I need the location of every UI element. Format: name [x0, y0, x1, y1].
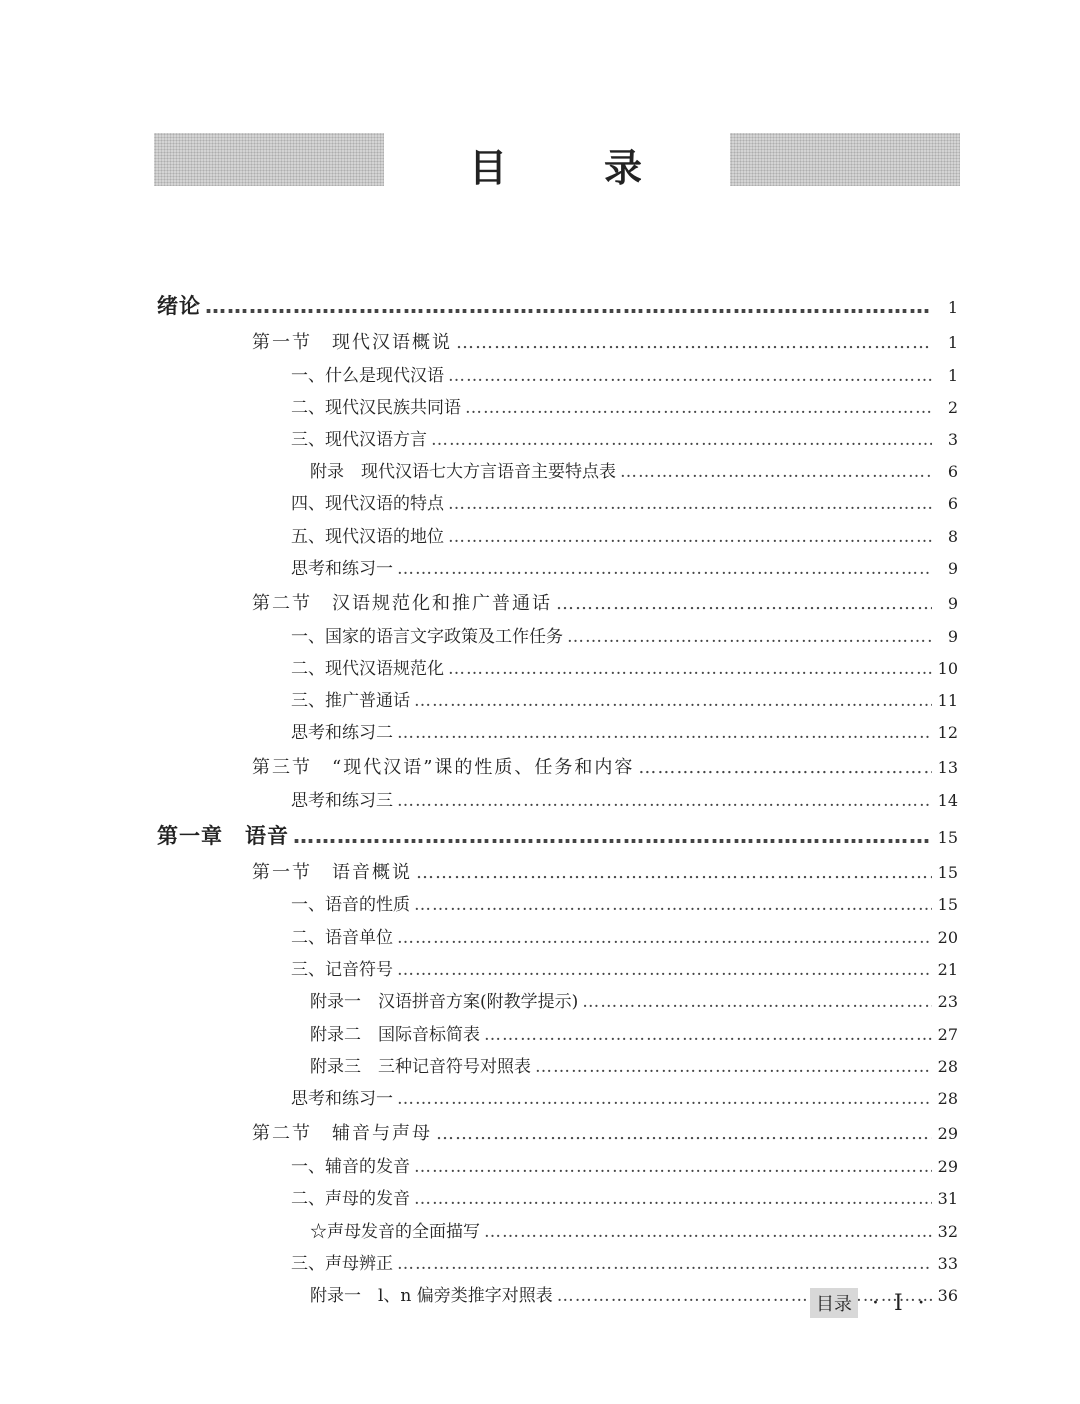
dot-leader [397, 960, 932, 980]
toc-entry-item[interactable] [291, 786, 958, 811]
dot-leader [414, 1157, 932, 1177]
toc-entry-label: 三、声母辨正 [291, 1254, 393, 1274]
dot-leader [397, 1089, 932, 1109]
title-bar [154, 133, 960, 190]
toc-entry-label: 二、现代汉语规范化 [291, 659, 444, 679]
dot-leader [456, 332, 932, 353]
toc-entry-page-number: 6 [947, 462, 958, 481]
toc-entry-page-number: 1 [947, 333, 958, 352]
dot-leader [397, 723, 932, 743]
toc-entry-item[interactable] [291, 890, 958, 915]
dot-leader [535, 1057, 932, 1077]
toc-entry-label: 附录一 l、n 偏旁类推字对照表 [310, 1286, 553, 1306]
toc-entry-page-number: 8 [947, 527, 958, 546]
toc-entry-page-number: 15 [937, 828, 958, 847]
dot-leader [431, 430, 932, 450]
toc-entry-page-number: 20 [937, 928, 958, 947]
toc-entry-page-number: 29 [937, 1124, 958, 1143]
toc-entry-item[interactable] [291, 622, 958, 647]
toc-entry-page-number: 13 [937, 758, 958, 777]
toc-entry-item[interactable] [291, 1152, 958, 1177]
toc-entry-label: 第三节 “现代汉语”课的性质、任务和内容 [252, 757, 635, 778]
dot-leader [620, 462, 932, 482]
dot-leader [397, 791, 932, 811]
toc-entry-item[interactable] [291, 1184, 958, 1209]
toc-entry-label: 三、现代汉语方言 [291, 430, 427, 450]
dot-leader [582, 992, 931, 1012]
toc-entry-label: 一、什么是现代汉语 [291, 366, 444, 386]
toc-entry-label: 二、语音单位 [291, 928, 393, 948]
toc-entry-page-number: 27 [937, 1025, 958, 1044]
toc-entry-item[interactable] [291, 361, 958, 386]
toc-entry-appendix[interactable] [310, 1052, 958, 1077]
dot-leader [556, 593, 932, 614]
toc-entry-page-number: 9 [947, 627, 958, 646]
toc-entry-appendix[interactable] [310, 987, 958, 1012]
toc-entry-page-number: 9 [947, 559, 958, 578]
dot-leader [448, 659, 932, 679]
toc-entry-page-number: 11 [937, 691, 958, 710]
toc-entry-section[interactable] [252, 1119, 958, 1145]
dot-leader [414, 895, 932, 915]
title-band-left [154, 133, 384, 186]
toc-entry-item[interactable] [291, 718, 958, 743]
toc-entry-page-number: 14 [937, 791, 958, 810]
toc-entry-page-number: 28 [937, 1089, 958, 1108]
toc-entry-page-number: 32 [937, 1222, 958, 1241]
toc-entry-page-number: 1 [947, 298, 958, 317]
toc-entry-label: 一、语音的性质 [291, 895, 410, 915]
toc-entry-label: 第一章 语音 [157, 824, 289, 848]
toc-entry-item[interactable] [291, 393, 958, 418]
toc-entry-label: 二、声母的发音 [291, 1189, 410, 1209]
toc-entry-page-number: 29 [937, 1157, 958, 1176]
toc-entry-item[interactable] [291, 1249, 958, 1274]
toc-entry-item[interactable] [291, 1084, 958, 1109]
toc-entry-label: 第一节 语音概说 [252, 862, 412, 883]
toc-entry-label: 二、现代汉民族共同语 [291, 398, 461, 418]
toc-entry-label: 四、现代汉语的特点 [291, 494, 444, 514]
footer-page-number: · I · [872, 1290, 929, 1316]
toc-entry-page-number: 21 [937, 960, 958, 979]
toc-entry-item[interactable] [291, 554, 958, 579]
toc-entry-page-number: 15 [937, 863, 958, 882]
dot-leader [416, 862, 932, 883]
toc-entry-label: 绪论 [157, 294, 201, 318]
dot-leader [448, 366, 932, 386]
toc-entry-label: 五、现代汉语的地位 [291, 527, 444, 547]
toc-entry-page-number: 23 [937, 992, 958, 1011]
dot-leader [436, 1123, 932, 1144]
toc-entry-item[interactable] [291, 489, 958, 514]
toc-entry-appendix[interactable] [310, 1020, 958, 1045]
dot-leader [205, 294, 932, 318]
toc-entry-label: 附录一 汉语拼音方案(附教学提示) [310, 992, 579, 1012]
dot-leader [397, 559, 932, 579]
dot-leader [293, 824, 932, 848]
dot-leader [414, 1189, 932, 1209]
toc-entry-page-number: 10 [937, 659, 958, 678]
dot-leader [567, 627, 932, 647]
toc-entry-page-number: 9 [947, 594, 958, 613]
toc-entry-label: 思考和练习一 [291, 1089, 393, 1109]
toc-entry-section[interactable] [252, 328, 958, 354]
toc-entry-chapter[interactable] [157, 820, 958, 850]
toc-entry-appendix[interactable] [310, 457, 958, 482]
toc-entry-label: 第二节 辅音与声母 [252, 1123, 432, 1144]
toc-entry-page-number: 36 [937, 1286, 958, 1305]
toc-entry-section[interactable] [252, 858, 958, 884]
toc-entry-label: 第二节 汉语规范化和推广普通话 [252, 593, 552, 614]
dot-leader [414, 691, 932, 711]
toc-entry-page-number: 31 [937, 1189, 958, 1208]
toc-entry-label: 一、国家的语言文字政策及工作任务 [291, 627, 563, 647]
toc-entry-label: 附录三 三种记音符号对照表 [310, 1057, 531, 1077]
toc-entry-section[interactable] [252, 753, 958, 779]
dot-leader [638, 757, 931, 778]
dot-leader [465, 398, 932, 418]
title-band-right [730, 133, 960, 186]
toc-entry-label: 附录 现代汉语七大方言语音主要特点表 [310, 462, 616, 482]
toc-entry-page-number: 2 [947, 398, 958, 417]
dot-leader [448, 527, 932, 547]
page-footer [810, 1288, 929, 1318]
toc-entry-label: 一、辅音的发音 [291, 1157, 410, 1177]
toc-entry-label: 三、记音符号 [291, 960, 393, 980]
toc-entry-label: 附录二 国际音标简表 [310, 1025, 480, 1045]
dot-leader [484, 1025, 932, 1045]
toc-entry-item[interactable] [291, 522, 958, 547]
toc-entry-page-number: 6 [947, 494, 958, 513]
toc-entry-page-number: 33 [937, 1254, 958, 1273]
toc-entry-page-number: 28 [937, 1057, 958, 1076]
toc-entry-chapter[interactable] [157, 290, 958, 320]
toc-entry-label: 思考和练习二 [291, 723, 393, 743]
toc-entry-label: ☆声母发音的全面描写 [310, 1222, 480, 1242]
toc-entry-page-number: 15 [937, 895, 958, 914]
toc-entry-label: 三、推广普通话 [291, 691, 410, 711]
page-title-char-2: 录 [604, 145, 643, 190]
dot-leader [397, 1254, 932, 1274]
toc-entry-item[interactable] [291, 654, 958, 679]
toc-entry-page-number: 1 [947, 366, 958, 385]
toc-entry-section[interactable] [252, 589, 958, 615]
toc-entry-item[interactable] [291, 923, 958, 948]
toc-entry-label: 思考和练习三 [291, 791, 393, 811]
toc-entry-page-number: 12 [937, 723, 958, 742]
dot-leader [448, 494, 932, 514]
dot-leader [484, 1222, 932, 1242]
toc-entry-page-number: 3 [947, 430, 958, 449]
toc-entry-appendix[interactable] [310, 1217, 958, 1242]
toc-entry-label: 第一节 现代汉语概说 [252, 332, 452, 353]
toc-entry-item[interactable] [291, 955, 958, 980]
toc-entry-item[interactable] [291, 686, 958, 711]
footer-section-badge: 目录 [810, 1288, 858, 1318]
toc-entry-label: 思考和练习一 [291, 559, 393, 579]
page-title-char-1: 目 [469, 145, 508, 190]
toc-entry-item[interactable] [291, 425, 958, 450]
dot-leader [397, 928, 932, 948]
